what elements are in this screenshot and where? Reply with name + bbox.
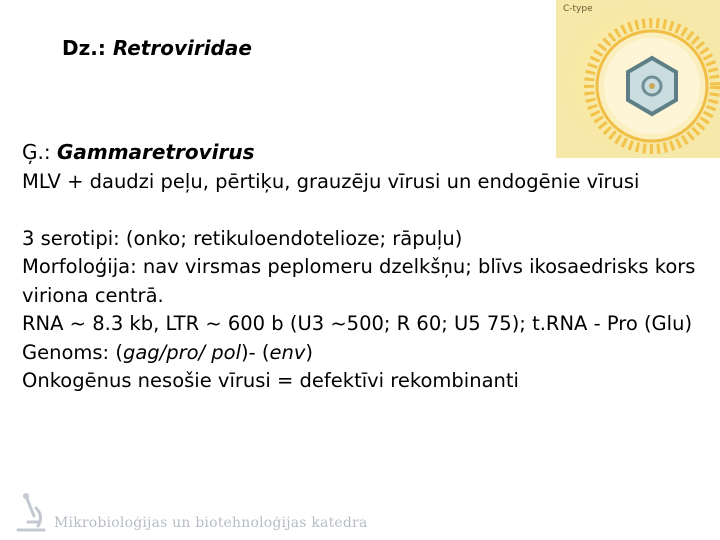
- mlv-line: MLV + daudzi peļu, pērtiķu, grauzēju vīrusi un endogēnie vīrusi: [22, 170, 640, 193]
- family-heading: [62, 36, 252, 60]
- genome-mid: )- (: [241, 340, 270, 364]
- department-label: Mikrobioloģijas un biotehnoloģijas katedra: [54, 515, 368, 531]
- c-type-virion-icon: [556, 0, 720, 158]
- description-block: [22, 168, 712, 396]
- virion-illustration: [556, 0, 720, 158]
- microscope-icon: [14, 492, 48, 534]
- genome-prefix: Genoms: (: [22, 340, 123, 364]
- genome-env: env: [269, 340, 306, 364]
- rna-line: RNA ~ 8.3 kb, LTR ~ 600 b (U3 ~500; R 60; U5 75); t.RNA - Pro (Glu): [22, 312, 693, 335]
- genus-name: Gammaretrovirus: [56, 140, 255, 164]
- genome-suffix: ): [305, 340, 314, 364]
- oncogenes-line: Onkogēnus nesošie vīrusi = defektīvi rekombinanti: [22, 369, 519, 392]
- paragraph-gap: [22, 197, 712, 225]
- family-name: Retroviridae: [112, 36, 252, 60]
- virion-caption: C-type: [563, 4, 593, 14]
- morphology-line: Morfoloģija: nav virsmas peplomeru dzelkšņu; blīvs ikosaedrisks kors viriona centrā.: [22, 255, 696, 307]
- footer: [14, 492, 434, 536]
- genus-prefix: Ģ.:: [22, 140, 51, 164]
- family-prefix: Dz.:: [62, 36, 106, 60]
- genus-heading: [22, 140, 255, 164]
- genome-genes: gag/pro/ pol: [122, 340, 242, 364]
- serotypes-line: 3 serotipi: (onko; retikuloendotelioze; rāpuļu): [22, 226, 463, 250]
- genome-line: [22, 339, 712, 368]
